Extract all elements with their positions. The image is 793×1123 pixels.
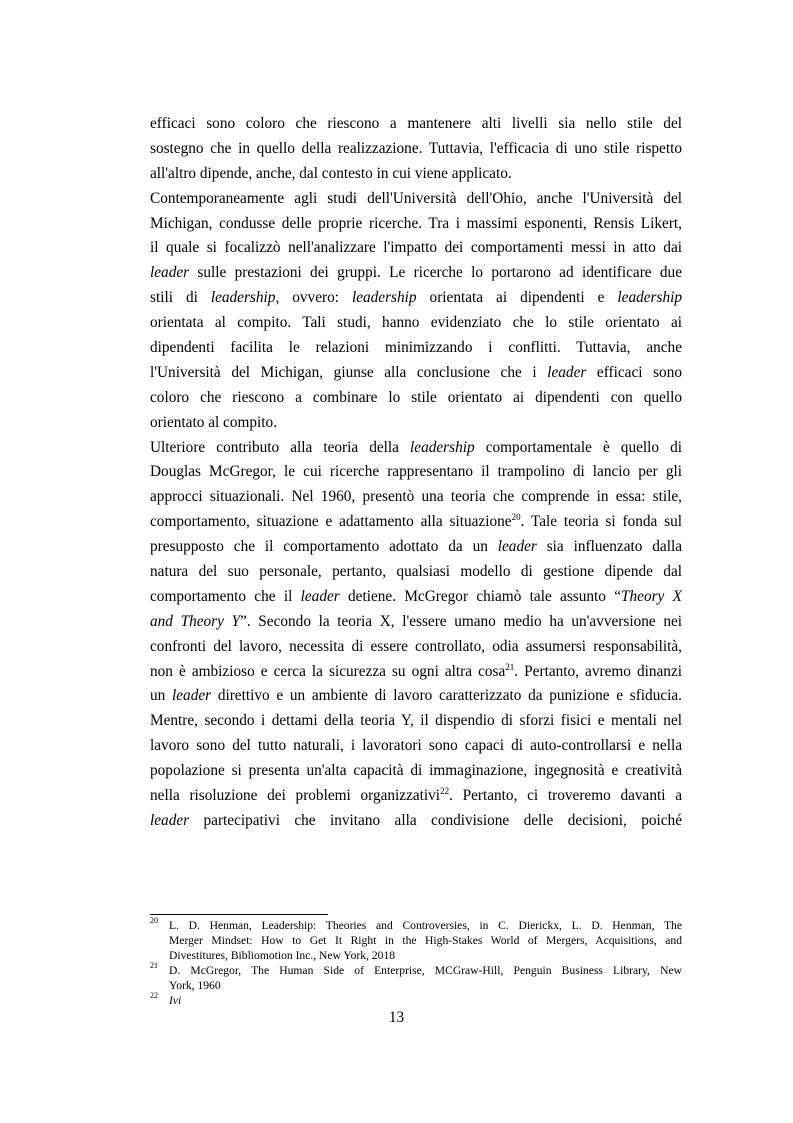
body-line: dipendenti facilita le relazioni minimizzando i conflitti. Tuttavia, anche (150, 339, 682, 357)
footnote (150, 963, 682, 993)
footnote-number: 22 (150, 991, 158, 1000)
body-line: comportamento, situazione e adattamento alla situazione$^{20}$. Tale teoria si fonda sul (150, 512, 682, 531)
footnote-line: York, 1960 (169, 979, 221, 992)
footnote (150, 918, 682, 963)
body-line: coloro che riescono a combinare lo stile orientato ai dipendenti con quello (150, 388, 682, 406)
footnote-number: 20 (150, 916, 158, 925)
footnote-line: L. D. Henman, Leadership: Theories and Controversies, in C. Dierickx, L. D. Henman, The (169, 919, 682, 932)
body-line: natura del suo personale, pertanto, qualsiasi modello di gestione dipende dal (150, 563, 682, 581)
body-line: approcci situazionali. Nel 1960, presentò una teoria che comprende in essa: stile, (150, 488, 682, 506)
footnote-number: 21 (150, 961, 158, 970)
body-line: l'Università del Michigan, giunse alla conclusione che i leader efficaci sono (150, 363, 682, 381)
footnote (150, 993, 682, 1008)
body-line: un leader direttivo e un ambiente di lavoro caratterizzato da punizione e sfiducia. (150, 687, 683, 705)
body-line: orientata al compito. Tali studi, hanno evidenziato che lo stile orientato ai (150, 314, 682, 332)
body-line: comportamento che il leader detiene. McGregor chiamò tale assunto “Theory X (150, 587, 682, 605)
body-line: Douglas McGregor, le cui ricerche rappresentano il trampolino di lancio per gli (150, 463, 682, 481)
body-line: sostegno che in quello della realizzazione. Tuttavia, l'efficacia di uno stile rispetto (150, 139, 682, 157)
body-line: Mentre, secondo i dettami della teoria Y, il dispendio di sforzi fisici e mentali nel (150, 712, 682, 730)
body-line: Ulteriore contributo alla teoria della leadership comportamentale è quello di (150, 438, 683, 456)
body-line: stili di leadership, ovvero: leadership orientata ai dipendenti e leadership (150, 289, 683, 307)
body-line: Contemporaneamente agli studi dell'Università dell'Ohio, anche l'Università del (150, 189, 682, 207)
body-line: all'altro dipende, anche, dal contesto in cui viene applicato. (150, 164, 512, 182)
footnote-line: D. McGregor, The Human Side of Enterprise, MCGraw-Hill, Penguin Business Library, New (169, 964, 682, 977)
body-line: Michigan, condusse delle proprie ricerche. Tra i massimi esponenti, Rensis Likert, (150, 214, 682, 232)
body-line: nella risoluzione dei problemi organizzativi$^{22}$. Pertanto, ci troveremo davanti a (150, 786, 682, 805)
footnote-line: Ivi (169, 994, 182, 1007)
body-line: and Theory Y”. Secondo la teoria X, l'essere umano medio ha un'avversione nei (150, 612, 683, 630)
body-line: popolazione si presenta un'alta capacità di immaginazione, ingegnosità e creatività (150, 762, 682, 780)
footnote-line: Merger Mindset: How to Get It Right in the High-Stakes World of Mergers, Acquisitions, and (169, 934, 682, 947)
footnotes (150, 918, 682, 1008)
body-line: non è ambizioso e cerca la sicurezza su ogni altra cosa$^{21}$. Pertanto, avremo dinanzi (150, 661, 682, 680)
body-line: orientato al compito. (150, 413, 278, 431)
body-text (150, 112, 682, 834)
footnote-line: Divestitures, Bibliomotion Inc., New York, 2018 (169, 949, 396, 962)
footnote-separator (150, 914, 328, 915)
body-line: il quale si focalizzò nell'analizzare l'impatto dei comportamenti messi in atto dai (150, 239, 682, 257)
body-line: leader partecipativi che invitano alla condivisione delle decisioni, poiché (150, 811, 682, 829)
body-line: presupposto che il comportamento adottato da un leader sia influenzato dalla (150, 538, 682, 556)
body-line: confronti del lavoro, necessita di essere controllato, odia assumersi responsabilità, (150, 637, 682, 655)
body-line: leader sulle prestazioni dei gruppi. Le ricerche lo portarono ad identificare due (150, 264, 682, 282)
page-number: 13 (388, 1009, 405, 1026)
body-line: lavoro sono del tutto naturali, i lavoratori sono capaci di auto-controllarsi e nella (150, 737, 682, 755)
body-line: efficaci sono coloro che riescono a mantenere alti livelli sia nello stile del (150, 115, 682, 132)
